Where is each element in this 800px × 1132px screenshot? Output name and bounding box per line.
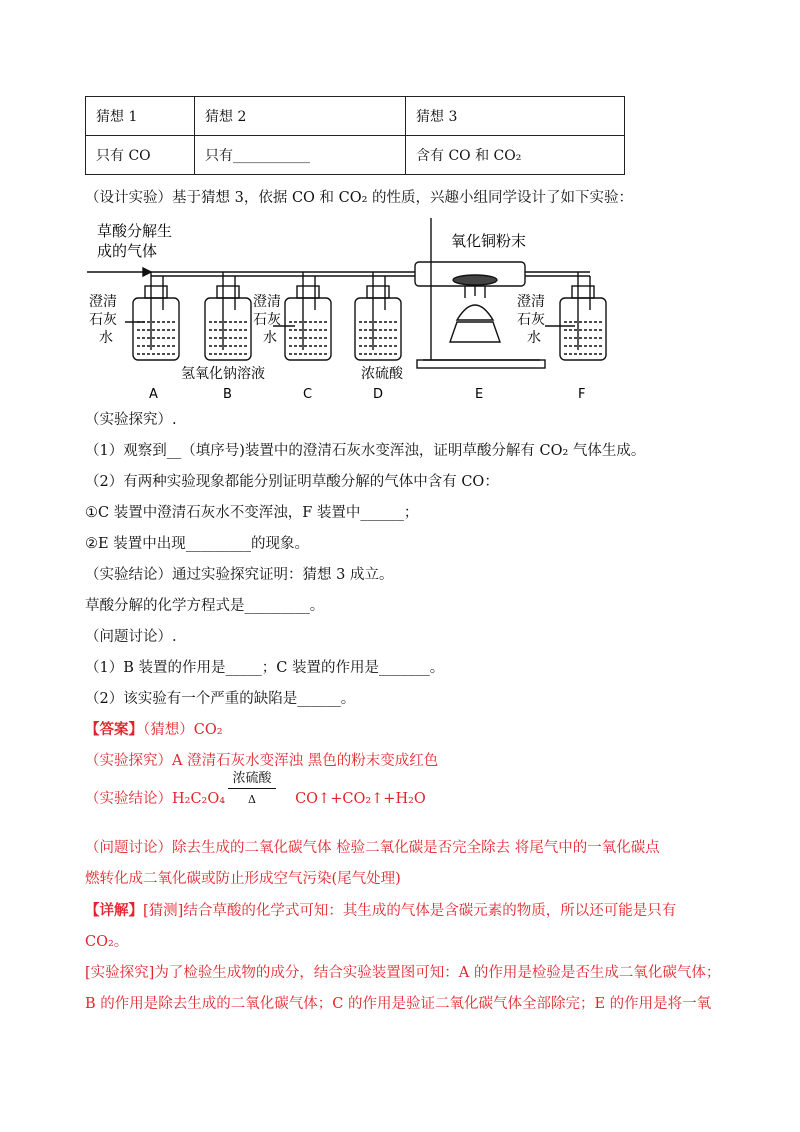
letter-a: A [149,387,158,402]
detail-p1: [猜测]结合草酸的化学式可知：其生成的气体是含碳元素的物质，所以还可能是只有 [143,903,677,919]
conclusion-line: （实验结论）通过实验探究证明：猜想 3 成立。 [85,567,394,583]
detail-p2: [实验探究]为了检验生成物的成分，结合实验装置图可知：A 的作用是检验是否生成二氧化碳气体； [85,965,721,981]
bottle-b [205,272,251,360]
answer-discussion-2: 燃转化成二氧化碳或防止形成空气污染(尾气处理) [85,871,401,887]
limewater-label: 澄清 [89,294,117,310]
letter-c: C [303,387,313,402]
table-row [86,136,625,175]
detail-p1b: CO₂。 [85,934,129,950]
letter-f: F [578,387,586,402]
arrow-icon [143,268,151,276]
gas-label: 草酸分解生 [97,222,173,240]
table-cell: 只有 CO [86,136,195,175]
limewater-label: 石灰 [89,312,117,328]
h2so4-label: 浓硫酸 [361,366,403,382]
discussion-title: （问题讨论）. [85,629,177,645]
letter-d: D [373,387,384,402]
letter-e: E [475,387,484,402]
discussion-1: （1）B 装置的作用是_____；C 装置的作用是_______。 [85,660,445,676]
table-row [86,97,625,136]
bottle-d [355,272,401,360]
table-cell: 猜想 3 [406,97,625,136]
detail-tag: 【详解】 [85,902,143,919]
limewater-label: 水 [99,330,113,346]
table-cell: 猜想 1 [86,97,195,136]
answer-conclusion-line [85,789,426,809]
answer-explore: （实验探究）A 澄清石灰水变浑浊 黑色的粉末变成红色 [85,753,439,769]
answer-discussion-1: （问题讨论）除去生成的二氧化碳气体 检验二氧化碳是否完全除去 将尾气中的一氧化碳点 [85,840,660,856]
question-2: （2）有两种实验现象都能分别证明草酸分解的气体中含有 CO： [85,474,499,490]
limewater-label: 水 [263,330,277,346]
condition-top: 浓硫酸 [228,767,276,789]
equation-question: 草酸分解的化学方程式是_________。 [85,598,325,614]
question-2a: ①C 装置中澄清石灰水不变浑浊，F 装置中______； [85,505,419,521]
gas-label: 成的气体 [97,242,158,260]
limewater-label: 澄清 [517,294,545,310]
table-cell: 含有 CO 和 CO₂ [406,136,625,175]
answer-guess: （猜想）CO₂ [143,722,223,738]
detail-line-1 [85,901,676,921]
guess-table [85,96,625,175]
condition-bottom: Δ [248,793,256,806]
copper-oxide-label: 氧化铜粉末 [451,232,527,250]
answer-products: CO↑+CO₂↑+H₂O [295,791,426,807]
bottle-c [285,272,331,360]
naoh-label: 氢氧化钠溶液 [181,366,265,382]
explore-title: （实验探究）. [85,412,177,428]
table-cell: 猜想 2 [195,97,406,136]
design-line: （设计实验）基于猜想 3，依据 CO 和 CO₂ 的性质，兴趣小组同学设计了如下实验： [85,190,634,206]
answer-guess-line [85,720,223,740]
question-2b: ②E 装置中出现_________的现象。 [85,536,309,552]
question-1: （1）观察到__（填序号)装置中的澄清石灰水变浑浊，证明草酸分解有 CO₂ 气体生成。 [85,443,646,459]
discussion-2: （2）该实验有一个严重的缺陷是______。 [85,691,356,707]
limewater-label: 澄清 [253,294,281,310]
answer-conclusion-label: （实验结论）H₂C₂O₄ [85,791,226,807]
letter-b: B [223,387,232,402]
limewater-label: 石灰 [517,312,545,328]
detail-p3: B 的作用是除去生成的二氧化碳气体；C 的作用是验证二氧化碳气体全部除完；E 的作用是将一氧 [85,996,712,1012]
table-cell: 只有___________ [195,136,406,175]
answer-tag: 【答案】 [85,721,143,738]
bottle-f [560,272,606,360]
limewater-label: 石灰 [253,312,281,328]
apparatus-figure [85,210,615,405]
bottle-a [133,272,179,360]
limewater-label: 水 [527,330,541,346]
